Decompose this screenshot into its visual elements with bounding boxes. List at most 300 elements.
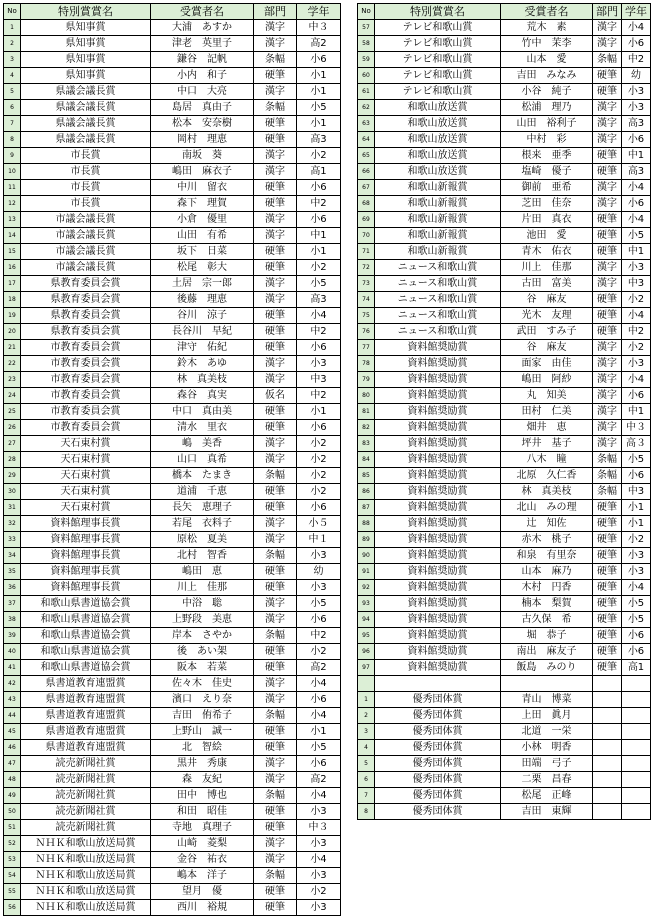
row-no: 20 [4, 324, 21, 340]
header-grade: 学年 [622, 4, 651, 20]
table-row [358, 196, 651, 212]
row-no: 48 [4, 772, 21, 788]
separator-cell [622, 676, 651, 692]
row-no: 56 [4, 900, 21, 916]
grade: 小4 [297, 788, 341, 804]
award-name: テレビ和歌山賞 [375, 52, 501, 68]
award-name: 優秀団体賞 [375, 740, 501, 756]
recipient-name: 鈴木 あゆ [151, 356, 254, 372]
row-no: 53 [4, 852, 21, 868]
row-no: 73 [358, 276, 375, 292]
grade: 小3 [297, 548, 341, 564]
category: 硬筆 [254, 724, 297, 740]
award-name: テレビ和歌山賞 [375, 36, 501, 52]
category: 硬筆 [593, 148, 622, 164]
recipient-name: 塩崎 優子 [501, 164, 593, 180]
grade: 小5 [297, 276, 341, 292]
table-row [4, 196, 341, 212]
recipient-name: 和田 昭佳 [151, 804, 254, 820]
category: 硬筆 [593, 564, 622, 580]
row-no: 96 [358, 644, 375, 660]
recipient-name: 南坂 葵 [151, 148, 254, 164]
table-row [4, 676, 341, 692]
row-no: 61 [358, 84, 375, 100]
row-no: 28 [4, 452, 21, 468]
award-name: 資料館奨励賞 [375, 388, 501, 404]
category: 漢字 [254, 852, 297, 868]
category: 硬筆 [254, 260, 297, 276]
table-row [358, 52, 651, 68]
grade: 小6 [622, 196, 651, 212]
row-no: 71 [358, 244, 375, 260]
category: 硬筆 [254, 180, 297, 196]
category: 漢字 [254, 532, 297, 548]
award-name: 和歌山新報賞 [375, 196, 501, 212]
recipient-name: 道浦 千恵 [151, 484, 254, 500]
row-no: 43 [4, 692, 21, 708]
category [593, 740, 622, 756]
row-no: 41 [4, 660, 21, 676]
table-row [358, 772, 651, 788]
recipient-name: 山崎 菱梨 [151, 836, 254, 852]
recipient-name: 根来 亜季 [501, 148, 593, 164]
table-row [4, 628, 341, 644]
category: 硬筆 [593, 68, 622, 84]
row-no: 2 [4, 36, 21, 52]
category: 硬筆 [254, 308, 297, 324]
row-no: 3 [358, 724, 375, 740]
table-row [358, 228, 651, 244]
award-name: 県書道教育連盟賞 [21, 708, 151, 724]
table-row [4, 180, 341, 196]
grade: 小2 [297, 644, 341, 660]
row-no: 16 [4, 260, 21, 276]
table-row [358, 740, 651, 756]
category: 硬筆 [593, 228, 622, 244]
recipient-name: 北 智絵 [151, 740, 254, 756]
grade [622, 788, 651, 804]
recipient-name: 中口 大亮 [151, 84, 254, 100]
award-name: 市議会議長賞 [21, 244, 151, 260]
recipient-name: 清水 里衣 [151, 420, 254, 436]
row-no: 64 [358, 132, 375, 148]
recipient-name: 小内 和子 [151, 68, 254, 84]
category: 硬筆 [254, 820, 297, 836]
award-name: テレビ和歌山賞 [375, 20, 501, 36]
award-name: ニュース和歌山賞 [375, 308, 501, 324]
category: 漢字 [593, 276, 622, 292]
award-name: 優秀団体賞 [375, 708, 501, 724]
category: 漢字 [254, 148, 297, 164]
award-name: 資料館奨励賞 [375, 516, 501, 532]
recipient-name: 川上 佳那 [501, 260, 593, 276]
grade: 小4 [622, 372, 651, 388]
awards-table-right [357, 3, 651, 820]
table-row [358, 532, 651, 548]
table-row [4, 516, 341, 532]
grade: 中2 [297, 388, 341, 404]
table-row [4, 772, 341, 788]
award-name: 市長賞 [21, 180, 151, 196]
table-row [4, 660, 341, 676]
award-name: 県議会議長賞 [21, 132, 151, 148]
row-no: 88 [358, 516, 375, 532]
table-row [358, 308, 651, 324]
table-row [4, 228, 341, 244]
award-name: 資料館奨励賞 [375, 452, 501, 468]
award-name: 和歌山県書道協会賞 [21, 628, 151, 644]
category: 条幅 [593, 452, 622, 468]
row-no: 54 [4, 868, 21, 884]
table-row [358, 388, 651, 404]
recipient-name: 山田 裕利子 [501, 116, 593, 132]
category: 漢字 [254, 292, 297, 308]
category: 硬筆 [593, 308, 622, 324]
grade: 中2 [297, 196, 341, 212]
row-no: 6 [358, 772, 375, 788]
award-name: ニュース和歌山賞 [375, 292, 501, 308]
table-row [4, 820, 341, 836]
row-no: 15 [4, 244, 21, 260]
recipient-name: 二栗 昌春 [501, 772, 593, 788]
award-name: 資料館奨励賞 [375, 404, 501, 420]
grade: 小2 [622, 292, 651, 308]
category: 漢字 [254, 692, 297, 708]
category: 漢字 [254, 596, 297, 612]
table-row [4, 740, 341, 756]
row-no: 36 [4, 580, 21, 596]
award-name: 資料館奨励賞 [375, 628, 501, 644]
award-name: テレビ和歌山賞 [375, 84, 501, 100]
recipient-name: 青山 博菜 [501, 692, 593, 708]
header-award: 特別賞賞名 [375, 4, 501, 20]
grade: 高2 [297, 36, 341, 52]
grade: 小4 [297, 852, 341, 868]
recipient-name: 北道 一栄 [501, 724, 593, 740]
recipient-name: 田端 弓子 [501, 756, 593, 772]
table-row [358, 244, 651, 260]
category: 漢字 [254, 756, 297, 772]
table-row [358, 148, 651, 164]
table-row [358, 756, 651, 772]
award-name: 優秀団体賞 [375, 692, 501, 708]
row-no: 18 [4, 292, 21, 308]
grade: 小4 [297, 308, 341, 324]
table-row [4, 372, 341, 388]
table-row [358, 420, 651, 436]
table-row [4, 324, 341, 340]
award-name: 和歌山県書道協会賞 [21, 612, 151, 628]
category: 硬筆 [254, 660, 297, 676]
row-no: 72 [358, 260, 375, 276]
award-name: 天石東村賞 [21, 468, 151, 484]
award-name: 資料館理事長賞 [21, 564, 151, 580]
category: 硬筆 [593, 324, 622, 340]
award-name: 読売新聞社賞 [21, 756, 151, 772]
award-name: 県教育委員会賞 [21, 292, 151, 308]
table-row [4, 292, 341, 308]
category: 漢字 [593, 36, 622, 52]
award-name: 県知事賞 [21, 36, 151, 52]
award-name: 資料館奨励賞 [375, 660, 501, 676]
grade: 小6 [622, 644, 651, 660]
category: 硬筆 [593, 628, 622, 644]
recipient-name: 池田 愛 [501, 228, 593, 244]
header-grade: 学年 [297, 4, 341, 20]
recipient-name: 長谷川 早紀 [151, 324, 254, 340]
header-name: 受賞者名 [501, 4, 593, 20]
grade: 小1 [622, 516, 651, 532]
row-no: 12 [4, 196, 21, 212]
grade: 小6 [622, 628, 651, 644]
category: 漢字 [593, 420, 622, 436]
category: 硬筆 [254, 564, 297, 580]
recipient-name: 山口 真希 [151, 452, 254, 468]
recipient-name: 青木 佑衣 [501, 244, 593, 260]
award-name: 資料館奨励賞 [375, 420, 501, 436]
recipient-name: 松尾 正峰 [501, 788, 593, 804]
grade: 小3 [622, 548, 651, 564]
category: 条幅 [593, 484, 622, 500]
award-name: 読売新聞社賞 [21, 804, 151, 820]
award-name: 県教育委員会賞 [21, 324, 151, 340]
recipient-name: 小林 明香 [501, 740, 593, 756]
award-name: ＮＨＫ和歌山放送局賞 [21, 836, 151, 852]
recipient-name: 山田 有希 [151, 228, 254, 244]
row-no: 58 [358, 36, 375, 52]
grade: 小1 [297, 84, 341, 100]
row-no: 65 [358, 148, 375, 164]
table-row [4, 212, 341, 228]
table-row [4, 900, 341, 916]
separator-cell [375, 676, 501, 692]
category: 硬筆 [593, 580, 622, 596]
recipient-name: 八木 瞳 [501, 452, 593, 468]
recipient-name: 中浴 聡 [151, 596, 254, 612]
row-no: 66 [358, 164, 375, 180]
row-no: 76 [358, 324, 375, 340]
separator-cell [501, 676, 593, 692]
recipient-name: 岡村 理恵 [151, 132, 254, 148]
row-no: 67 [358, 180, 375, 196]
grade: 幼 [622, 68, 651, 84]
table-row [358, 548, 651, 564]
row-no: 3 [4, 52, 21, 68]
award-name: 和歌山県書道協会賞 [21, 660, 151, 676]
recipient-name: 上田 眞月 [501, 708, 593, 724]
table-row [358, 132, 651, 148]
table-row [358, 468, 651, 484]
grade: 小5 [622, 228, 651, 244]
grade: 小4 [297, 676, 341, 692]
recipient-name: 土居 宗一郎 [151, 276, 254, 292]
table-row [4, 500, 341, 516]
table-row [4, 532, 341, 548]
recipient-name: 岸本 さやか [151, 628, 254, 644]
table-row [358, 724, 651, 740]
category: 漢字 [254, 84, 297, 100]
award-name: 県書道教育連盟賞 [21, 724, 151, 740]
table-row [4, 436, 341, 452]
row-no: 87 [358, 500, 375, 516]
row-no: 1 [4, 20, 21, 36]
grade: 小2 [297, 484, 341, 500]
separator-cell [358, 676, 375, 692]
grade: 小6 [622, 468, 651, 484]
row-no: 21 [4, 340, 21, 356]
recipient-name: 田中 博也 [151, 788, 254, 804]
category: 硬筆 [593, 548, 622, 564]
award-name: 資料館理事長賞 [21, 532, 151, 548]
row-no: 29 [4, 468, 21, 484]
grade: 小3 [297, 580, 341, 596]
recipient-name: 辻 知佐 [501, 516, 593, 532]
category: 硬筆 [254, 420, 297, 436]
category [593, 692, 622, 708]
grade: 小2 [297, 884, 341, 900]
category: 硬筆 [593, 84, 622, 100]
category: 漢字 [254, 228, 297, 244]
recipient-name: 後藤 理恵 [151, 292, 254, 308]
table-row [358, 804, 651, 820]
recipient-name: 長矢 恵理子 [151, 500, 254, 516]
table-row [4, 132, 341, 148]
award-name: 資料館理事長賞 [21, 548, 151, 564]
category: 条幅 [593, 468, 622, 484]
award-name: 天石東村賞 [21, 436, 151, 452]
header-category: 部門 [254, 4, 297, 20]
row-no: 44 [4, 708, 21, 724]
award-name: 市長賞 [21, 164, 151, 180]
recipient-name: 北山 みの理 [501, 500, 593, 516]
recipient-name: 面家 由佳 [501, 356, 593, 372]
category: 漢字 [254, 372, 297, 388]
table-row [4, 644, 341, 660]
recipient-name: 武田 すみ子 [501, 324, 593, 340]
recipient-name: 森谷 真実 [151, 388, 254, 404]
recipient-name: 荒木 素 [501, 20, 593, 36]
grade: 小1 [297, 724, 341, 740]
award-name: ＮＨＫ和歌山放送局賞 [21, 852, 151, 868]
grade: 小1 [297, 404, 341, 420]
recipient-name: 松浦 理乃 [501, 100, 593, 116]
category: 漢字 [254, 276, 297, 292]
recipient-name: 大浦 あすか [151, 20, 254, 36]
recipient-name: 鎌谷 記帆 [151, 52, 254, 68]
recipient-name: 堀 恭子 [501, 628, 593, 644]
table-row [4, 596, 341, 612]
grade: 小5 [297, 596, 341, 612]
separator-cell [593, 676, 622, 692]
table-row [4, 788, 341, 804]
recipient-name: 濱口 えり奈 [151, 692, 254, 708]
grade [622, 740, 651, 756]
award-name: 和歌山放送賞 [375, 164, 501, 180]
table-row [358, 164, 651, 180]
row-no: 34 [4, 548, 21, 564]
table-row [358, 372, 651, 388]
row-no: 4 [4, 68, 21, 84]
row-no: 75 [358, 308, 375, 324]
grade: 小3 [622, 356, 651, 372]
award-name: 県書道教育連盟賞 [21, 740, 151, 756]
table-row [4, 612, 341, 628]
grade: 小3 [622, 564, 651, 580]
award-name: 和歌山放送賞 [375, 116, 501, 132]
row-no: 62 [358, 100, 375, 116]
table-row [358, 36, 651, 52]
award-name: 和歌山放送賞 [375, 132, 501, 148]
grade: 中1 [622, 148, 651, 164]
row-no: 93 [358, 596, 375, 612]
table-row [358, 292, 651, 308]
category: 硬筆 [593, 164, 622, 180]
recipient-name: 島居 真由子 [151, 100, 254, 116]
row-no: 59 [358, 52, 375, 68]
recipient-name: 松本 安奈樹 [151, 116, 254, 132]
category [593, 804, 622, 820]
award-name: 読売新聞社賞 [21, 788, 151, 804]
grade: 小6 [297, 612, 341, 628]
grade: 小2 [622, 532, 651, 548]
grade: 小2 [297, 452, 341, 468]
row-no: 10 [4, 164, 21, 180]
row-no: 7 [4, 116, 21, 132]
row-no: 30 [4, 484, 21, 500]
row-no: 23 [4, 372, 21, 388]
award-name: 和歌山県書道協会賞 [21, 596, 151, 612]
category: 硬筆 [254, 500, 297, 516]
category: 硬筆 [254, 484, 297, 500]
table-row [4, 68, 341, 84]
row-no: 24 [4, 388, 21, 404]
award-name: 市教育委員会賞 [21, 372, 151, 388]
row-no: 90 [358, 548, 375, 564]
grade: 高3 [622, 164, 651, 180]
award-name: ニュース和歌山賞 [375, 276, 501, 292]
table-row [358, 324, 651, 340]
recipient-name: 嶋 美香 [151, 436, 254, 452]
table-row [358, 644, 651, 660]
table-row [4, 756, 341, 772]
row-no: 5 [358, 756, 375, 772]
grade: 中3 [622, 276, 651, 292]
category: 漢字 [254, 836, 297, 852]
recipient-name: 嶋田 麻衣子 [151, 164, 254, 180]
award-name: 資料館理事長賞 [21, 516, 151, 532]
grade: 中3 [297, 372, 341, 388]
table-row [358, 564, 651, 580]
grade [622, 804, 651, 820]
table-row [4, 548, 341, 564]
row-no: 26 [4, 420, 21, 436]
category: 硬筆 [593, 532, 622, 548]
row-no: 39 [4, 628, 21, 644]
recipient-name: 上野山 誠一 [151, 724, 254, 740]
grade: 小3 [297, 356, 341, 372]
table-row [358, 68, 651, 84]
award-name: 市教育委員会賞 [21, 404, 151, 420]
recipient-name: 佐々木 佳史 [151, 676, 254, 692]
recipient-name: 小倉 優里 [151, 212, 254, 228]
category: 硬筆 [254, 580, 297, 596]
row-no: 95 [358, 628, 375, 644]
recipient-name: 芝田 佳奈 [501, 196, 593, 212]
header-no: No [4, 4, 21, 20]
award-name: 市教育委員会賞 [21, 388, 151, 404]
award-name: 市教育委員会賞 [21, 420, 151, 436]
recipient-name: 寺地 真理子 [151, 820, 254, 836]
